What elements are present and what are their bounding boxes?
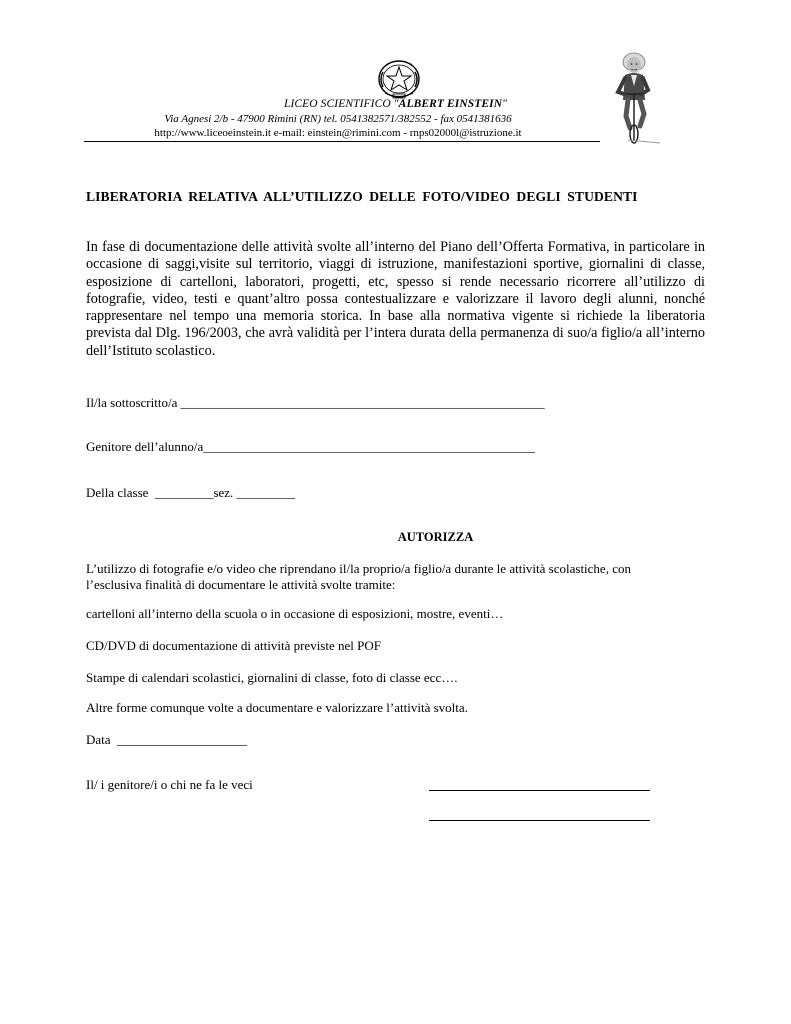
use-item: Stampe di calendari scolastici, giornalini di classe, foto di classe ecc…. bbox=[86, 670, 458, 685]
italian-republic-emblem-icon bbox=[373, 58, 425, 100]
signer-field[interactable]: Il/la sottoscritto/a ________________________________________________________ bbox=[86, 395, 545, 410]
einstein-bicycle-photo-icon bbox=[604, 48, 664, 144]
school-name bbox=[0, 98, 791, 110]
header-divider bbox=[84, 141, 600, 142]
use-item: cartelloni all’interno della scuola o in occasione di esposizioni, mostre, eventi… bbox=[86, 606, 504, 621]
school-address: Via Agnesi 2/b - 47900 Rimini (RN) tel. 0541382571/382552 - fax 0541381636 bbox=[164, 113, 512, 125]
authorize-heading: AUTORIZZA bbox=[397, 530, 474, 544]
signature-label: Il/ i genitore/i o chi ne fa le veci bbox=[86, 777, 253, 792]
use-item: Altre forme comunque volte a documentare e valorizzare l’attività svolta. bbox=[86, 700, 468, 715]
document-title: LIBERATORIA RELATIVA ALL’UTILIZZO DELLE FOTO/VIDEO DEGLI STUDENTI bbox=[86, 189, 638, 204]
signature-line-2[interactable] bbox=[429, 820, 650, 821]
school-name-strong: ALBERT EINSTEIN bbox=[398, 98, 503, 110]
date-field[interactable]: Data ____________________ bbox=[86, 732, 248, 747]
class-field[interactable]: Della classe _________sez. _________ bbox=[86, 485, 296, 500]
school-name-suffix: " bbox=[502, 98, 508, 110]
signature-line-1[interactable] bbox=[429, 790, 650, 791]
parent-field[interactable]: Genitore dell’alunno/a___________________________________________________ bbox=[86, 439, 535, 454]
school-contacts: http://www.liceoeinstein.it e-mail: einstein@rimini.com - rnps02000l@istruzione.it bbox=[154, 127, 522, 139]
authorize-text: L’utilizzo di fotografie e/o video che riprendano il/la proprio/a figlio/a durante le attività scolastiche, con l’esclusiva finalità di documentare le attività svolte tramite: bbox=[86, 561, 631, 592]
use-item: CD/DVD di documentazione di attività previste nel POF bbox=[86, 638, 381, 653]
school-name-prefix: LICEO SCIENTIFICO " bbox=[283, 98, 399, 110]
intro-paragraph: In fase di documentazione delle attività svolte all’interno del Piano dell’Offerta Formativa, in particolare in occasione di saggi,visite sul territorio, viaggi di istruzione, manifestazioni sportive, giornalini di classe, esposizione di cartelloni, laboratori, progetti, etc, spesso si rende necessario ricorrere all’utilizzo di fotografie, video, testi e quant’altro possa contestualizzare e valorizzare il lavoro degli alunni, nonché rappresentare nel tempo una memoria storica. In base alla normativa vigente si richiede la liberatoria prevista dal Dlg. 196/2003, che avrà validità per l’intera durata della permanenza di suo/a figlio/a all’interno dell’Istituto scolastico. bbox=[86, 239, 705, 359]
